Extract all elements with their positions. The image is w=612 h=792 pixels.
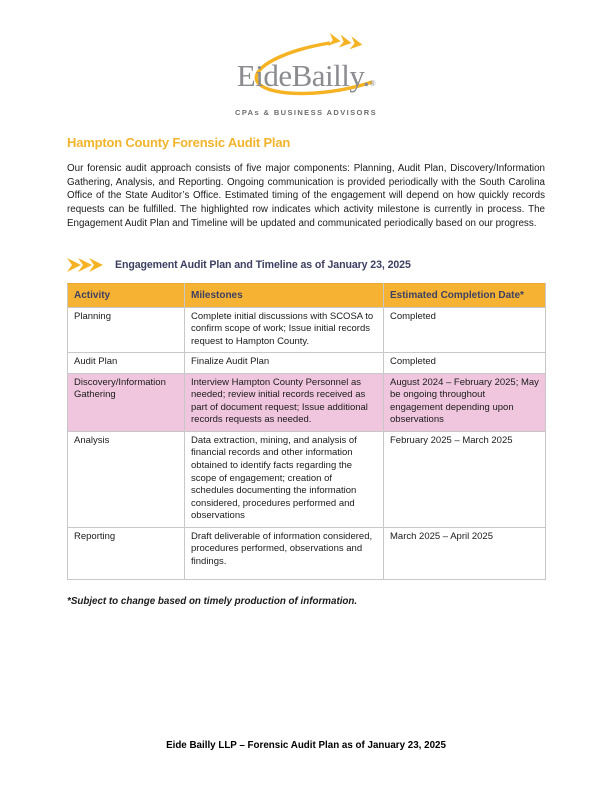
logo-block bbox=[0, 0, 612, 117]
completion-cell: March 2025 – April 2025 bbox=[384, 527, 546, 579]
column-header-activity: Activity bbox=[68, 283, 185, 307]
column-header-completion-date: Estimated Completion Date* bbox=[384, 283, 546, 307]
audit-plan-table bbox=[67, 283, 546, 580]
eide-bailly-logo bbox=[206, 26, 406, 104]
table-row-analysis bbox=[68, 431, 546, 527]
completion-cell: Completed bbox=[384, 307, 546, 353]
activity-cell: Analysis bbox=[68, 431, 185, 527]
milestones-cell: Complete initial discussions with SCOSA to confirm scope of work; Issue initial records request to Hampton County. bbox=[185, 307, 384, 353]
activity-cell: Reporting bbox=[68, 527, 185, 579]
logo-arrow-fletching-icon bbox=[328, 33, 364, 51]
footnote: *Subject to change based on timely production of information. bbox=[67, 595, 358, 607]
intro-paragraph: Our forensic audit approach consists of five major components: Planning, Audit Plan, Discovery/Information Gathering, Analysis, and Reporting. Ongoing communication is provided periodically with the South Carolina Office of the State Auditor’s Office. Estimated timing of the engagement will depend on how quickly records requests can be fulfilled. The highlighted row indicates which activity milestone is currently in process. The Engagement Audit Plan and Timeline will be updated and communicated periodically based on our progress. bbox=[67, 163, 545, 229]
table-row-audit-plan bbox=[68, 353, 546, 374]
milestones-cell: Finalize Audit Plan bbox=[185, 353, 384, 374]
registered-mark: ® bbox=[369, 79, 376, 88]
page-title: Hampton County Forensic Audit Plan bbox=[67, 135, 291, 150]
activity-cell: Planning bbox=[68, 307, 185, 353]
table-header-row bbox=[68, 283, 546, 307]
column-header-milestones: Milestones bbox=[185, 283, 384, 307]
milestones-cell: Interview Hampton County Personnel as needed; review initial records received as part of document request; Issue additional records requests as needed. bbox=[185, 373, 384, 431]
section-heading bbox=[67, 258, 545, 272]
milestones-cell: Draft deliverable of information considered, procedures performed, observations and findings. bbox=[185, 527, 384, 579]
logo-brand-text: EideBailly. bbox=[236, 58, 370, 93]
activity-cell: Discovery/Information Gathering bbox=[68, 373, 185, 431]
section-heading-label: Engagement Audit Plan and Timeline as of January 23, 2025 bbox=[115, 258, 411, 271]
milestones-cell: Data extraction, mining, and analysis of financial records and other information obtained to identify facts regarding the scope of engagement; creation of schedules documenting the information considered, procedures performed and observations bbox=[185, 431, 384, 527]
completion-cell: August 2024 – February 2025; May be ongoing throughout engagement depending upon observations bbox=[384, 373, 546, 431]
table-row-reporting bbox=[68, 527, 546, 579]
table-row-discovery-highlighted bbox=[68, 373, 546, 431]
activity-cell: Audit Plan bbox=[68, 353, 185, 374]
chevron-arrows-icon bbox=[67, 258, 105, 272]
page-footer: Eide Bailly LLP – Forensic Audit Plan as of January 23, 2025 bbox=[166, 740, 446, 751]
logo-tagline: CPAs & BUSINESS ADVISORS bbox=[235, 108, 377, 117]
completion-cell: Completed bbox=[384, 353, 546, 374]
logo-wordmark bbox=[206, 60, 406, 91]
document-content bbox=[0, 135, 612, 607]
table-row-planning bbox=[68, 307, 546, 353]
completion-cell: February 2025 – March 2025 bbox=[384, 431, 546, 527]
